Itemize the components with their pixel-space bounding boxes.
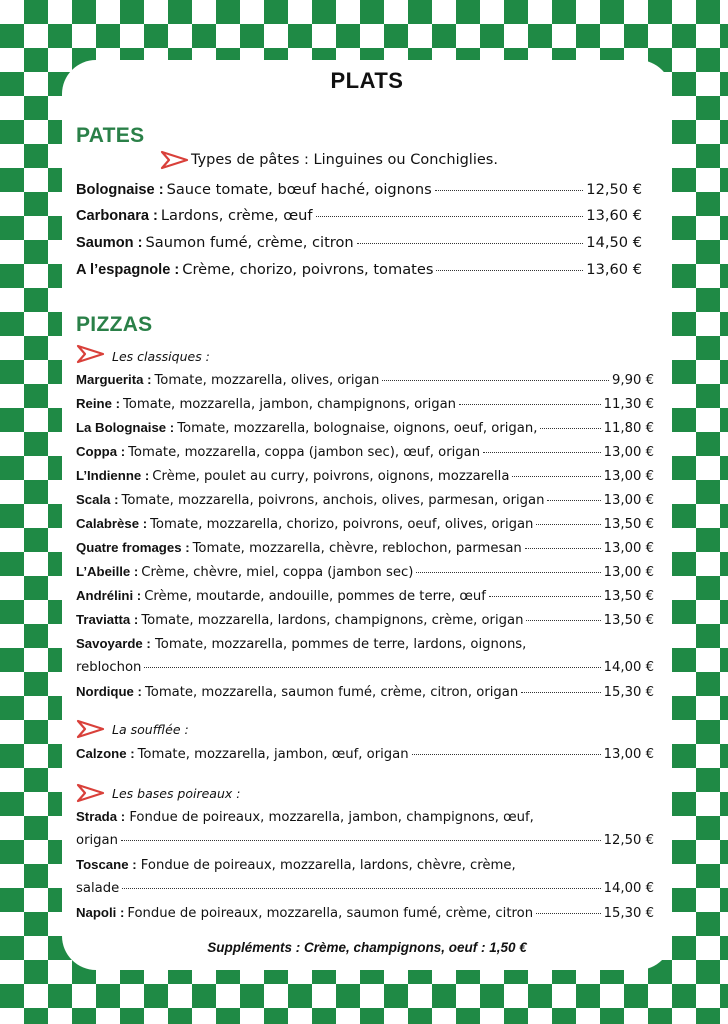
item-price: 13,00 € bbox=[603, 469, 654, 484]
item-price: 13,50 € bbox=[603, 589, 654, 604]
dot-leader bbox=[357, 243, 584, 244]
item-desc: Tomate, mozzarella, olives, origan bbox=[154, 373, 380, 388]
menu-item-line bbox=[76, 636, 654, 652]
item-price: 13,50 € bbox=[603, 613, 654, 628]
pates-note: Types de pâtes : Linguines ou Conchiglies. bbox=[191, 152, 498, 168]
item-desc: salade bbox=[76, 881, 120, 896]
item-desc: Tomate, mozzarella, jambon, œuf, origan bbox=[137, 747, 409, 762]
dot-leader bbox=[512, 476, 600, 477]
item-name: Coppa : bbox=[76, 444, 126, 459]
menu-item bbox=[76, 612, 654, 628]
page-title: PLATS bbox=[330, 68, 404, 93]
item-price: 13,60 € bbox=[586, 207, 642, 224]
arrow-icon bbox=[76, 719, 106, 739]
menu-item-line bbox=[76, 857, 654, 873]
dot-leader bbox=[489, 596, 601, 597]
supplements-note: Suppléments : Crème, champignons, oeuf : 1,50 € bbox=[207, 940, 527, 955]
dot-leader bbox=[122, 888, 600, 889]
menu-item bbox=[76, 684, 654, 700]
menu-item bbox=[76, 492, 654, 508]
item-desc: Crème, chèvre, miel, coppa (jambon sec) bbox=[141, 565, 414, 580]
item-name: Strada : bbox=[76, 809, 126, 824]
dot-leader bbox=[436, 270, 583, 271]
item-name: Scala : bbox=[76, 492, 119, 507]
item-name: L’Abeille : bbox=[76, 564, 139, 579]
item-desc: Crème, poulet au curry, poivrons, oignons, mozzarella bbox=[152, 469, 510, 484]
item-desc: Tomate, mozzarella, jambon, champignons, origan bbox=[122, 397, 457, 412]
item-desc: Tomate, mozzarella, pommes de terre, lardons, oignons, bbox=[154, 637, 527, 652]
item-desc: Lardons, crème, œuf bbox=[160, 207, 313, 224]
menu-item bbox=[76, 881, 654, 896]
item-price: 13,00 € bbox=[603, 493, 654, 508]
dot-leader bbox=[435, 190, 584, 191]
menu-item bbox=[76, 746, 654, 762]
item-price: 13,50 € bbox=[603, 517, 654, 532]
menu-item bbox=[76, 905, 654, 921]
dot-leader bbox=[525, 548, 601, 549]
arrow-icon bbox=[160, 150, 190, 170]
soufflee-label: La soufflée : bbox=[112, 722, 189, 737]
dot-leader bbox=[121, 840, 601, 841]
menu-item bbox=[76, 396, 654, 412]
item-price: 9,90 € bbox=[612, 373, 654, 388]
pizzas-heading: PIZZAS bbox=[76, 313, 153, 336]
dot-leader bbox=[412, 754, 601, 755]
item-name: Traviatta : bbox=[76, 612, 139, 627]
dot-leader bbox=[536, 913, 601, 914]
classiques-label: Les classiques : bbox=[112, 349, 210, 364]
item-desc: Tomate, mozzarella, saumon fumé, crème, citron, origan bbox=[144, 685, 519, 700]
menu-item bbox=[76, 234, 642, 251]
item-name: Reine : bbox=[76, 396, 120, 411]
item-desc: reblochon bbox=[76, 660, 142, 675]
item-name: Napoli : bbox=[76, 905, 125, 920]
item-desc: Tomate, mozzarella, poivrons, anchois, olives, parmesan, origan bbox=[121, 493, 545, 508]
item-price: 15,30 € bbox=[603, 685, 654, 700]
item-price: 12,50 € bbox=[603, 833, 654, 848]
dot-leader bbox=[459, 404, 601, 405]
item-name: Savoyarde : bbox=[76, 636, 151, 651]
item-name: Toscane : bbox=[76, 857, 137, 872]
item-price: 13,00 € bbox=[603, 565, 654, 580]
dot-leader bbox=[521, 692, 600, 693]
menu-item bbox=[76, 833, 654, 848]
menu-item bbox=[76, 207, 642, 224]
dot-leader bbox=[540, 428, 600, 429]
menu-card bbox=[62, 60, 672, 970]
menu-item bbox=[76, 420, 654, 436]
item-desc: Fondue de poireaux, mozzarella, jambon, champignons, œuf, bbox=[129, 810, 534, 825]
item-desc: Tomate, mozzarella, bolognaise, oignons, oeuf, origan, bbox=[177, 421, 538, 436]
menu-item-line bbox=[76, 809, 654, 825]
item-price: 13,00 € bbox=[603, 445, 654, 460]
dot-leader bbox=[382, 380, 609, 381]
item-price: 15,30 € bbox=[603, 906, 654, 921]
dot-leader bbox=[547, 500, 600, 501]
item-name: L’Indienne : bbox=[76, 468, 150, 483]
item-price: 12,50 € bbox=[586, 181, 642, 198]
item-price: 13,00 € bbox=[603, 541, 654, 556]
arrow-icon bbox=[76, 344, 106, 364]
arrow-icon bbox=[76, 783, 106, 803]
item-price: 11,30 € bbox=[603, 397, 654, 412]
item-name: Andrélini : bbox=[76, 588, 142, 603]
item-price: 13,60 € bbox=[586, 261, 642, 278]
menu-item bbox=[76, 444, 654, 460]
item-name: Saumon : bbox=[76, 235, 143, 251]
item-desc: Fondue de poireaux, mozzarella, saumon fumé, crème, citron bbox=[127, 906, 534, 921]
menu-item bbox=[76, 181, 642, 198]
menu-item bbox=[76, 516, 654, 532]
menu-item bbox=[76, 372, 654, 388]
item-name: Bolognaise : bbox=[76, 182, 164, 198]
dot-leader bbox=[526, 620, 600, 621]
item-desc: Crème, moutarde, andouille, pommes de terre, œuf bbox=[144, 589, 486, 604]
dot-leader bbox=[144, 667, 600, 668]
item-desc: Fondue de poireaux, mozzarella, lardons, chèvre, crème, bbox=[140, 858, 516, 873]
menu-item bbox=[76, 261, 642, 278]
item-name: Calabrèse : bbox=[76, 516, 148, 531]
item-desc: Tomate, mozzarella, lardons, champignons, crème, origan bbox=[141, 613, 524, 628]
menu-item bbox=[76, 564, 654, 580]
menu-item bbox=[76, 588, 654, 604]
item-price: 14,50 € bbox=[586, 234, 642, 251]
dot-leader bbox=[416, 572, 600, 573]
dot-leader bbox=[483, 452, 601, 453]
item-name: Quatre fromages : bbox=[76, 540, 190, 555]
item-name: Carbonara : bbox=[76, 208, 158, 224]
item-desc: Tomate, mozzarella, coppa (jambon sec), œuf, origan bbox=[128, 445, 481, 460]
item-desc: Tomate, mozzarella, chèvre, reblochon, parmesan bbox=[192, 541, 522, 556]
pates-heading: PATES bbox=[76, 124, 145, 147]
item-desc: Tomate, mozzarella, chorizo, poivrons, oeuf, olives, origan bbox=[150, 517, 534, 532]
item-name: Nordique : bbox=[76, 684, 142, 699]
item-price: 11,80 € bbox=[603, 421, 654, 436]
menu-item bbox=[76, 468, 654, 484]
dot-leader bbox=[316, 216, 584, 217]
item-desc: origan bbox=[76, 833, 118, 848]
item-price: 13,00 € bbox=[603, 747, 654, 762]
item-name: Calzone : bbox=[76, 746, 135, 761]
item-desc: Sauce tomate, bœuf haché, oignons bbox=[166, 181, 432, 198]
menu-item bbox=[76, 540, 654, 556]
item-name: A l’espagnole : bbox=[76, 262, 180, 278]
poireaux-label: Les bases poireaux : bbox=[112, 786, 241, 801]
item-name: Marguerita : bbox=[76, 372, 152, 387]
item-desc: Saumon fumé, crème, citron bbox=[145, 234, 354, 251]
item-price: 14,00 € bbox=[603, 660, 654, 675]
dot-leader bbox=[536, 524, 600, 525]
item-price: 14,00 € bbox=[603, 881, 654, 896]
menu-item bbox=[76, 660, 654, 675]
item-desc: Crème, chorizo, poivrons, tomates bbox=[182, 261, 434, 278]
item-name: La Bolognaise : bbox=[76, 420, 175, 435]
